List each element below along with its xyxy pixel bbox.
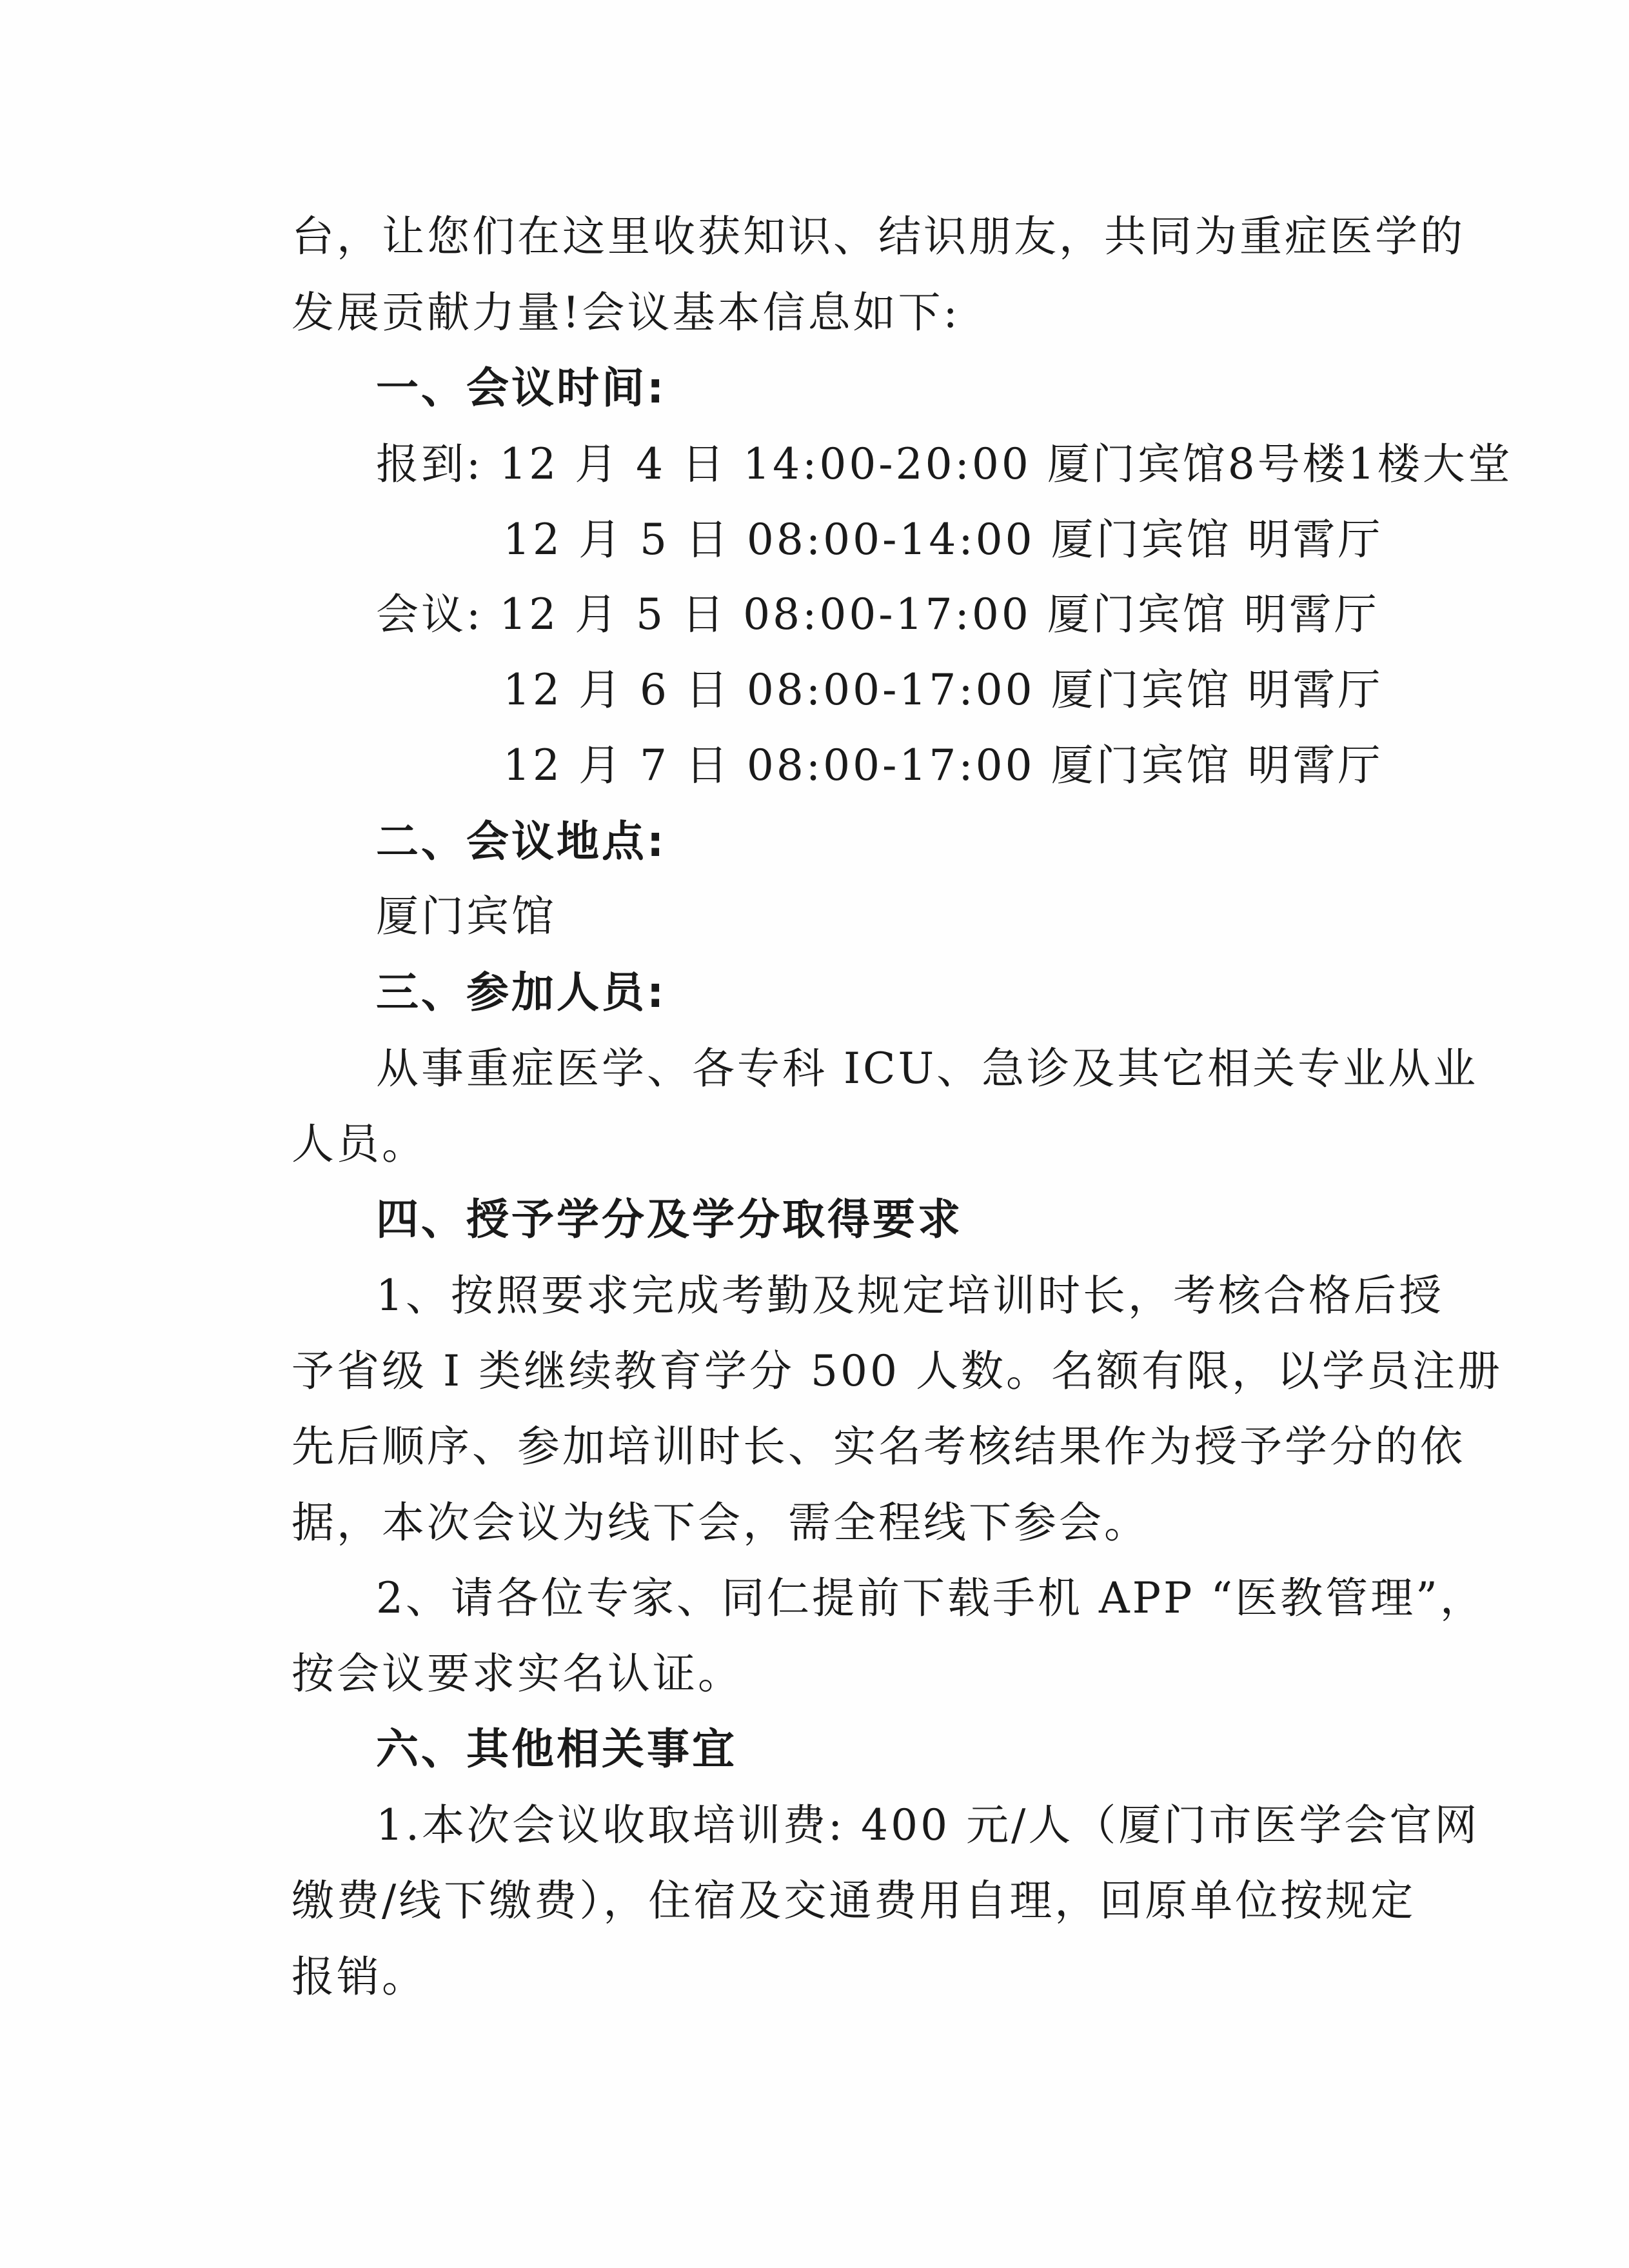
section-3-body-line-1: 从事重症医学、各专科 ICU、急诊及其它相关专业从业 <box>376 1044 1479 1093</box>
schedule-row-3: 会议: 12 月 5 日 08:00-17:00 厦门宾馆 明霄厅 <box>376 590 1379 639</box>
schedule-row-1: 报到: 12 月 4 日 14:00-20:00 厦门宾馆8号楼1楼大堂 <box>376 439 1513 489</box>
schedule-row-5: 12 月 7 日 08:00-17:00 厦门宾馆 明霄厅 <box>503 741 1383 790</box>
intro-line-1: 台，让您们在这里收获知识、结识朋友，共同为重症医学的 <box>291 212 1465 261</box>
schedule-row-4: 12 月 6 日 08:00-17:00 厦门宾馆 明霄厅 <box>503 665 1383 715</box>
section-3-heading: 三、参加人员: <box>376 968 667 1017</box>
section-6-heading: 六、其他相关事宜 <box>376 1724 737 1774</box>
section-4-item-1-line-4: 据，本次会议为线下会，需全程线下参会。 <box>291 1498 1149 1547</box>
section-6-item-1-line-1: 1.本次会议收取培训费: 400 元/人（厦门市医学会官网 <box>376 1800 1480 1850</box>
intro-line-2: 发展贡献力量!会议基本信息如下: <box>291 288 960 337</box>
section-6-item-1-line-3: 报销。 <box>291 1952 427 2002</box>
section-4-item-2-line-2: 按会议要求实名认证。 <box>291 1649 743 1698</box>
section-1-heading: 一、会议时间: <box>376 363 667 413</box>
section-4-item-1-line-2: 予省级 I 类继续教育学分 500 人数。名额有限，以学员注册 <box>291 1346 1503 1396</box>
section-2-body: 厦门宾馆 <box>376 891 557 941</box>
section-4-item-1-line-3: 先后顺序、参加培训时长、实名考核结果作为授予学分的依 <box>291 1422 1465 1471</box>
section-4-item-2-line-1: 2、请各位专家、同仁提前下载手机 APP “医教管理”， <box>376 1573 1485 1623</box>
section-4-heading: 四、授予学分及学分取得要求 <box>376 1195 963 1244</box>
section-2-heading: 二、会议地点: <box>376 817 667 866</box>
section-4-item-1-line-1: 1、按照要求完成考勤及规定培训时长，考核合格后授 <box>376 1271 1444 1320</box>
section-6-item-1-line-2: 缴费/线下缴费），住宿及交通费用自理，回原单位按规定 <box>291 1876 1416 1925</box>
schedule-row-2: 12 月 5 日 08:00-14:00 厦门宾馆 明霄厅 <box>503 515 1383 564</box>
section-3-body-line-2: 人员。 <box>291 1119 427 1169</box>
